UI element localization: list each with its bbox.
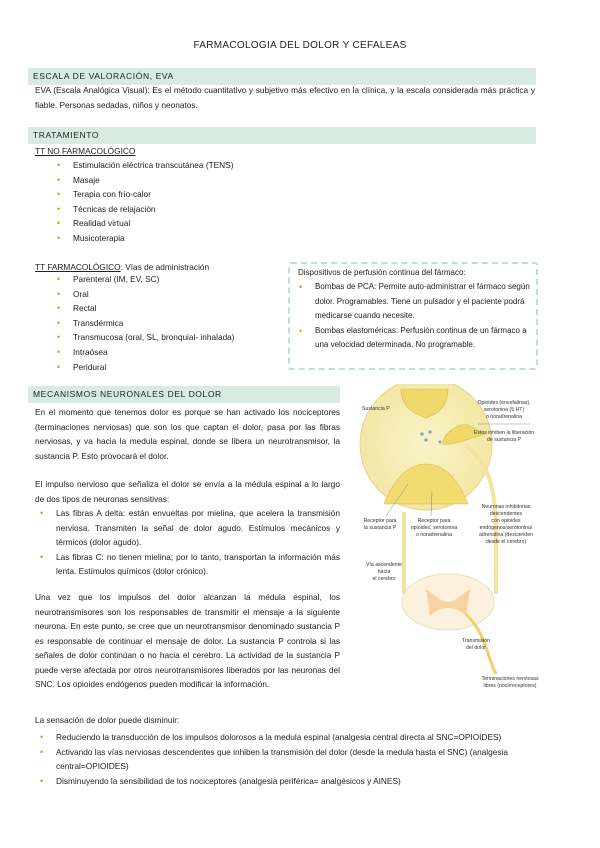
label-receptor-op-2: opioides, serotonina — [410, 525, 458, 531]
label-neuronas-4: endógenos/serotonina/ — [479, 525, 533, 531]
perfusion-item: • Bombas elastoméricas: Perfusión continua de un fármaco a una velocidad determinada. No programable. — [297, 324, 532, 353]
label-receptor-op-3: o noradrenalina — [415, 532, 453, 538]
label-terminaciones-1: Terminaciones nerviosas — [481, 676, 539, 682]
disminuir-item: • Reduciendo la transducción de los impulsos dolorosos a la medula espinal (analgesia central directa al SNC=OPIOIDES) — [38, 730, 538, 745]
no-farma-item: • Técnicas de relajación — [55, 202, 233, 217]
pain-pathway-figure — [356, 384, 544, 692]
mecanismos-p1: En el momento que tenemos dolor es porque se han activado los nociceptores (terminaciones nerviosas) que son los que captan el dolor, pasa por las fibras nerviosas, y va hacia la medula espinal, donde se libera un neurotransmisor, la sustancia P. Esto provocará el dolor. — [35, 407, 340, 461]
no-farma-item: • Realidad virtual — [55, 216, 233, 231]
mecanismos-p2: El impulso nervioso que señaliza el dolor se envía a la médula espinal a lo largo de dos tipos de neuronas sensitivas: — [35, 479, 340, 504]
label-neuronas-1: Neuronas inhibitorias — [481, 504, 531, 510]
no-farma-item: • Masaje — [55, 173, 233, 188]
label-via-1: Vía ascendente — [365, 562, 403, 568]
neurotransmitter-dot — [439, 441, 442, 444]
disminuir-title: La sensación de dolor puede disminuir: — [35, 715, 180, 725]
no-farma-title: TT NO FARMACOLÓGICO — [35, 146, 136, 156]
label-inhiben-1: Estos inhiben la liberación — [473, 430, 535, 436]
disminuir-list — [38, 730, 538, 788]
label-terminaciones-2: libres (nocirreceptores) — [483, 683, 537, 689]
disminuir-item: • Activando las vías nerviosas descendentes que inhiben la transmisión del dolor (desde la medula hasta el SNC) (analgesia central=OPIOIDES) — [38, 745, 538, 774]
label-opioides-3: o noradrenalina — [485, 414, 523, 420]
farma-item: • Transdérmica — [55, 316, 235, 331]
no-farma-list — [55, 158, 233, 246]
label-inhiben-2: de sustancia P — [486, 437, 522, 443]
mecanismos-p3: Una vez que los impulsos del dolor alcanzan la médula espinal, los neurotransmisores son los responsables de transmitir el mensaje a la siguiente neurona. En este punto, se cree que un neurotransmisor denominado sustancia P es responsable de continuar el mensaje de dolor. La sustancia P controla si las señales de dolor continúan o no hacia el cerebro. La actividad de la sustancia P puede verse afectada por otros neurotransmisores liberados por las neuronas del SNC. Los opioides endógenos pueden modificar la información. — [35, 592, 340, 689]
farma-item: • Intraósea — [55, 345, 235, 360]
label-receptor-op-1: Receptor para — [417, 518, 451, 524]
label-opioides-1: Opioides (encefalinas), — [477, 400, 531, 406]
label-receptor-p-2: la sustancia P — [363, 525, 397, 531]
label-sustancia-p: Sustancia P — [362, 406, 390, 412]
farma-item: • Transmucosa (oral, SL, bronquial- inhalada) — [55, 330, 235, 345]
label-via-3: el cerebro — [372, 576, 396, 582]
section-heading-tratamiento: TRATAMIENTO — [28, 127, 536, 144]
no-farma-item: • Musicoterapia — [55, 231, 233, 246]
fibra-item: • Las fibras C: no tienen mielina; por lo tanto, transportan la información más lenta. Estímulos químicos (dolor crónico). — [38, 550, 340, 579]
fibra-item: • Las fibras A delta: están envueltas por mielina, que acelera la transmisión nerviosa. Transmiten la señal de dolor agudo. Estímulos mecánicos y térmicos (dolor agudo). — [38, 506, 340, 550]
farma-title-main: TT FARMACOLÓGICO — [35, 262, 121, 272]
label-opioides-2: serotonina (5 HT) — [483, 407, 525, 413]
label-neuronas-2: descendentes — [489, 511, 523, 517]
section-heading-escala: ESCALA DE VALORACIÓN, EVA — [28, 68, 536, 85]
farma-item: • Oral — [55, 287, 235, 302]
label-neuronas-6: desde el cerebro) — [485, 539, 527, 545]
escala-text: EVA (Escala Analógica Visual): Es el método cuantitativo y subjetivo más efectivo en la clínica, y la escala considerada más práctica y fiable. Personas sedadas, niños y neonatos. — [35, 85, 535, 110]
perfusion-list — [297, 280, 532, 353]
label-transmision-2: del dolor — [466, 645, 486, 651]
farma-title-rest: : Vías de administración — [120, 262, 210, 272]
neurotransmitter-dot — [420, 432, 423, 435]
farma-item: • Peridural — [55, 360, 235, 375]
label-via-2: hacia — [377, 569, 391, 575]
no-farma-item: • Estimulación eléctrica transcutánea (TENS) — [55, 158, 233, 173]
farma-item: • Rectal — [55, 301, 235, 316]
fibras-list — [38, 506, 340, 579]
page-title: FARMACOLOGIA DEL DOLOR Y CEFALEAS — [193, 40, 407, 51]
label-neuronas-3: con opioides — [491, 518, 521, 524]
label-transmision-1: Transmisión — [461, 638, 491, 644]
section-heading-mecanismos: MECANISMOS NEURONALES DEL DOLOR — [28, 386, 340, 403]
farma-item: • Parenteral (IM, EV, SC) — [55, 272, 235, 287]
neurotransmitter-dot — [428, 430, 431, 433]
label-neuronas-5: adrenalina (descienden — [479, 532, 533, 538]
perfusion-title: Dispositivos de perfusión continua del fármaco: — [298, 268, 466, 277]
neurotransmitter-dot — [424, 438, 427, 441]
no-farma-item: • Terapia con frío-calor — [55, 187, 233, 202]
disminuir-item: • Disminuyendo la sensibilidad de los nociceptores (analgesia periférica= analgésicos y AINES) — [38, 774, 538, 789]
perfusion-item: • Bombas de PCA: Permite auto-administrar el fármaco según dolor. Programables. Tiene un pulsador y el paciente podrá medicarse cuando necesite. — [297, 280, 532, 324]
farma-title — [35, 262, 209, 272]
label-receptor-p-1: Receptor para — [363, 518, 397, 524]
farma-list — [55, 272, 235, 374]
